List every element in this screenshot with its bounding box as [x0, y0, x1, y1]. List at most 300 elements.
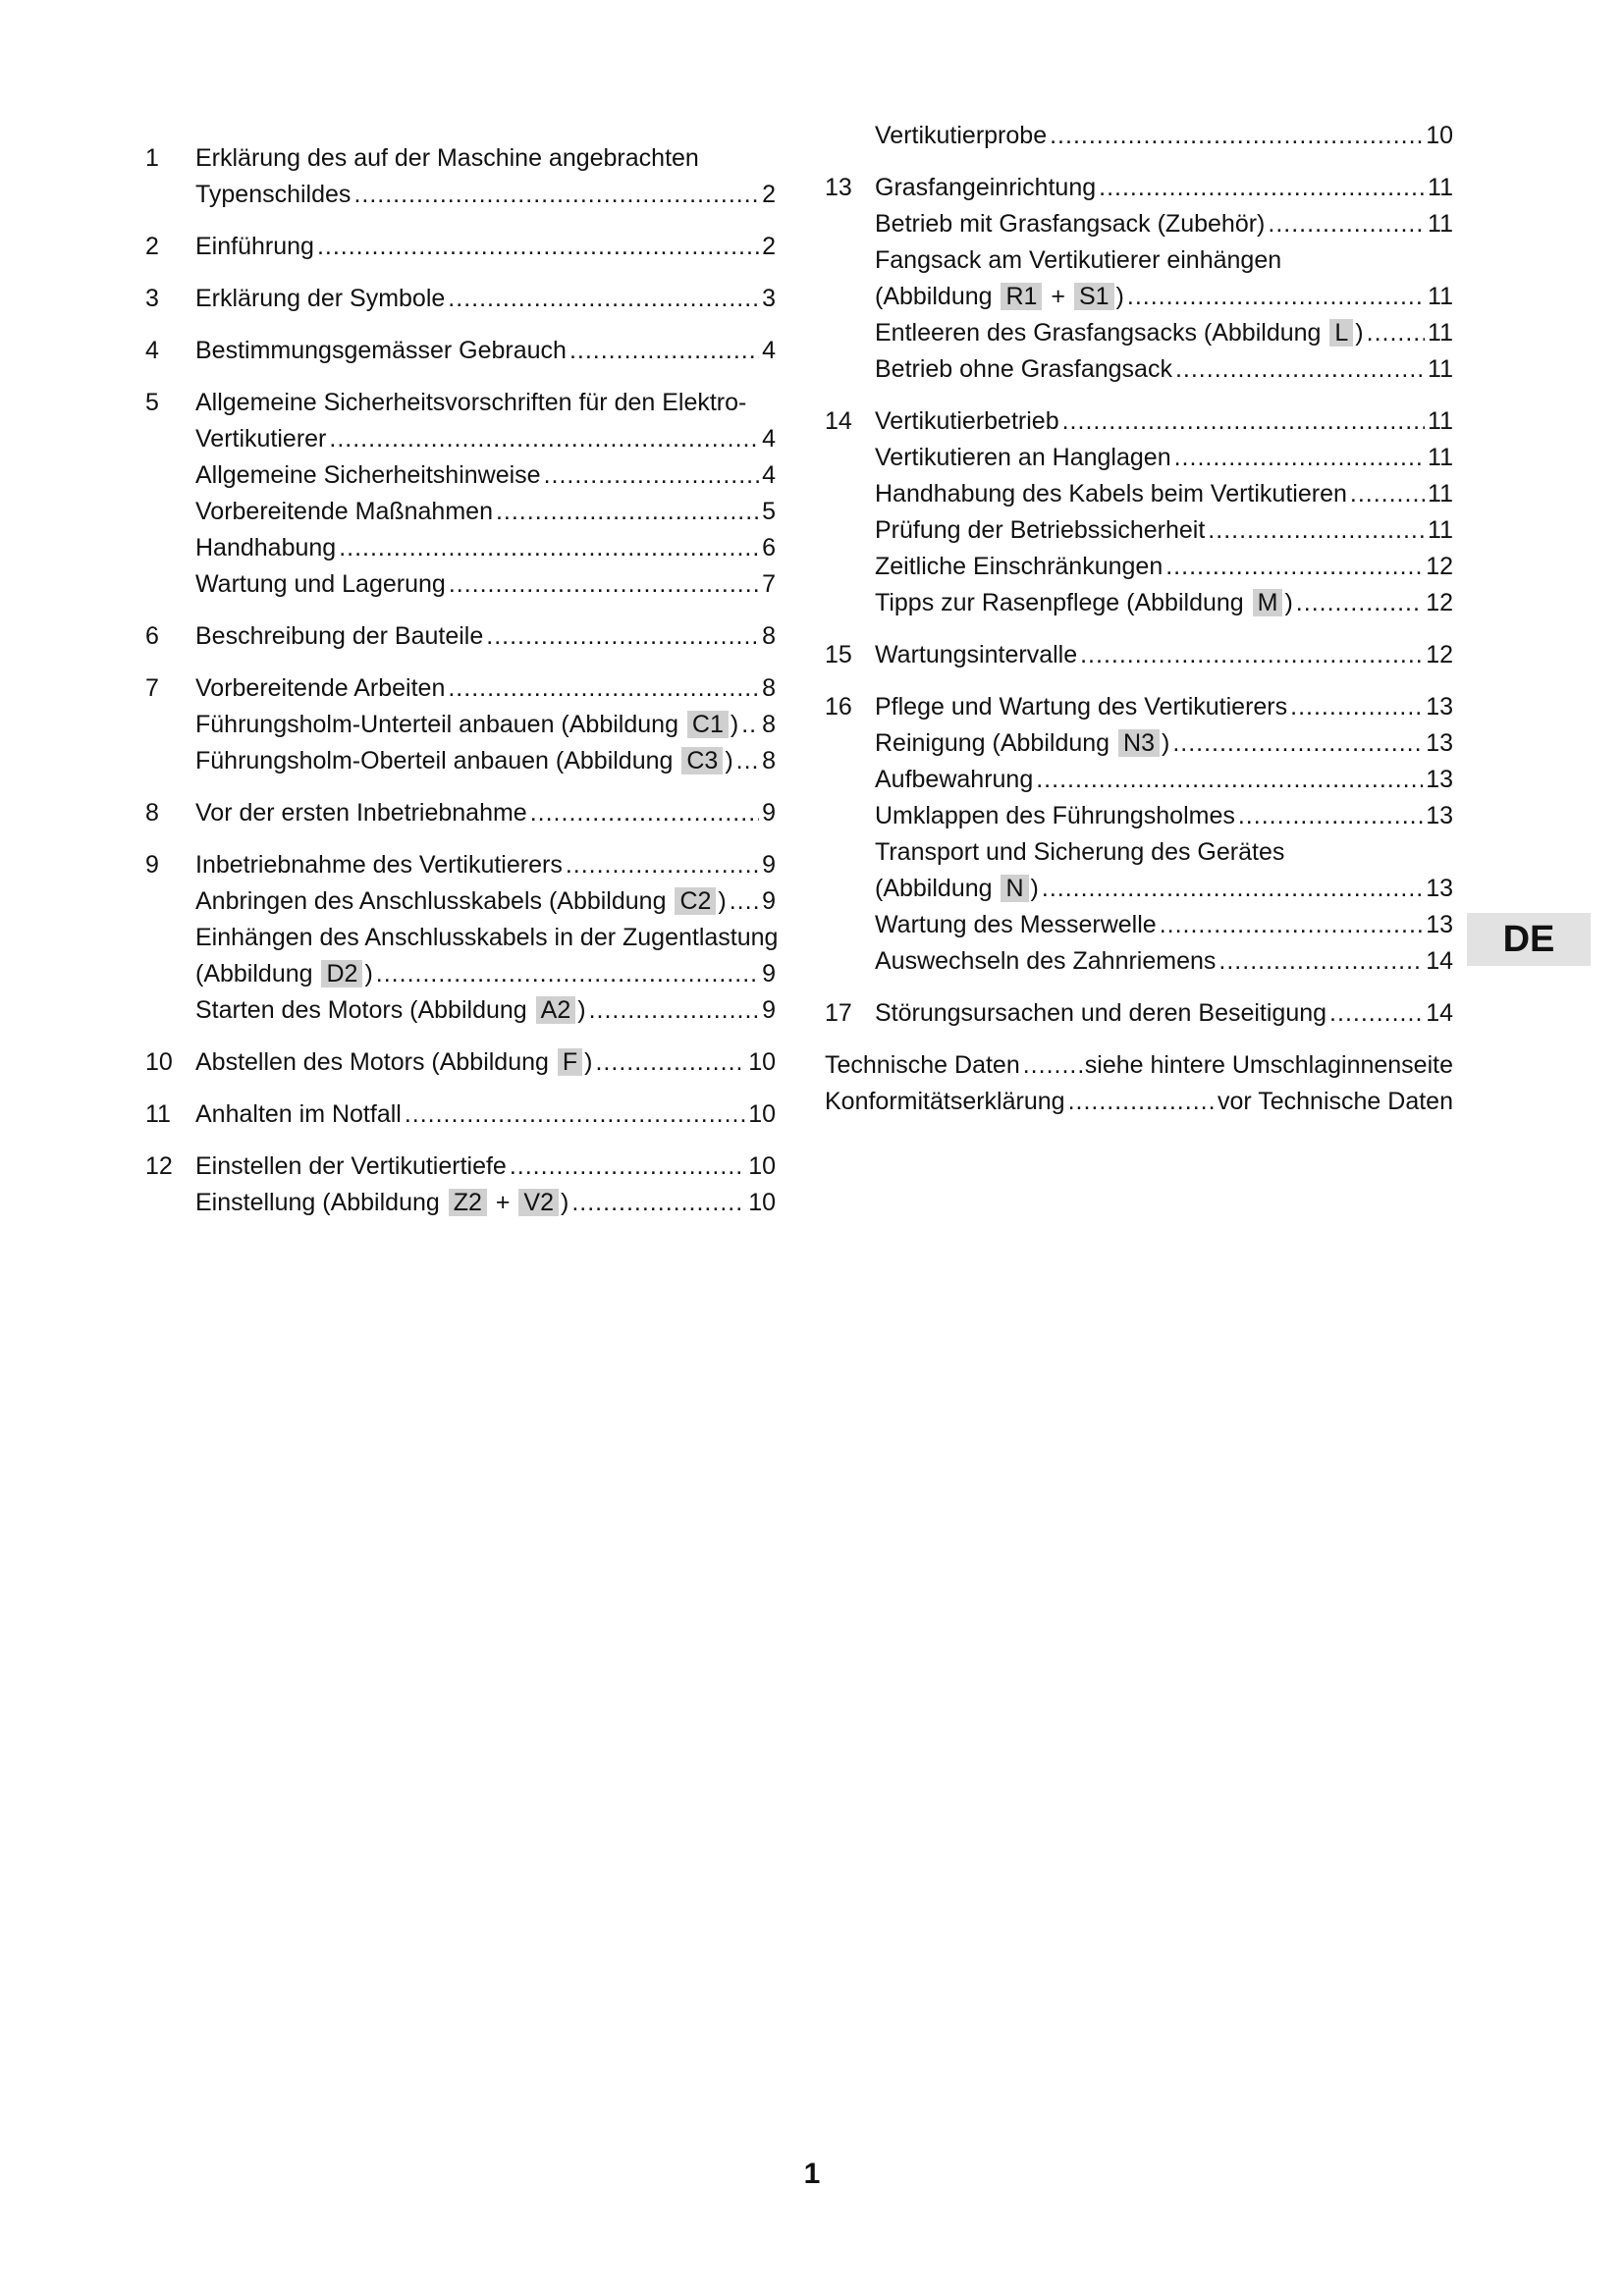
- toc-entry: [195, 177, 776, 213]
- toc-entry-title: [875, 637, 1077, 673]
- toc-section-body: [875, 637, 1453, 673]
- page-number: 1: [803, 2158, 821, 2190]
- toc-section-number: 1: [145, 144, 159, 172]
- toc-entry: [875, 549, 1453, 585]
- toc-section: [145, 385, 776, 603]
- figure-reference-tag: M: [1253, 589, 1283, 616]
- toc-entry-text: Wartung und Lagerung: [195, 570, 446, 598]
- toc-entry: [875, 834, 1453, 871]
- toc-entry: [195, 795, 776, 831]
- toc-section-body: [195, 229, 776, 265]
- toc-section-number: 10: [145, 1048, 173, 1076]
- toc-entry-text: Aufbewahrung: [875, 766, 1034, 793]
- toc-page-number: 6: [762, 534, 776, 561]
- toc-entry-title: [195, 530, 336, 566]
- toc-entry-title: [195, 281, 445, 317]
- leader-dots: [448, 670, 759, 707]
- toc-page-number: 11: [1428, 444, 1453, 471]
- toc-entry: [875, 689, 1453, 725]
- toc-entry-text: Erklärung des auf der Maschine angebrachten: [195, 144, 699, 172]
- toc-entry-title: [875, 725, 1169, 762]
- toc-entry-title: [875, 762, 1033, 798]
- toc-entry: [875, 279, 1453, 315]
- toc-page-number: 10: [1426, 122, 1453, 149]
- toc-entry-text: Typenschildes: [195, 181, 352, 208]
- toc-entry-text: Vorbereitende Arbeiten: [195, 674, 446, 702]
- toc-entry-title: [875, 440, 1171, 476]
- figure-reference-tag: N3: [1118, 729, 1160, 757]
- toc-entry-text: Betrieb ohne Grasfangsack: [875, 355, 1172, 383]
- toc-section: [825, 637, 1453, 673]
- section-gap: [145, 779, 776, 795]
- toc-entry: [875, 512, 1453, 549]
- toc-page-number: 11: [1428, 319, 1453, 347]
- leader-dots: [1160, 907, 1424, 943]
- toc-entry-title: [195, 1044, 592, 1081]
- toc-page-number: 12: [1426, 641, 1453, 668]
- toc-page-number: 10: [748, 1100, 776, 1128]
- toc-entry: [875, 315, 1453, 351]
- toc-entry-text: Vertikutierer: [195, 425, 327, 453]
- leader-dots: [1367, 315, 1425, 351]
- toc-page-number: 5: [762, 498, 776, 525]
- toc-page-number: 9: [762, 851, 776, 879]
- toc-entry-title: [875, 512, 1205, 549]
- figure-reference-tag: Z2: [449, 1189, 487, 1216]
- toc-page-number: 13: [1426, 802, 1453, 829]
- toc-entry-text: Fangsack am Vertikutierer einhängen: [875, 246, 1282, 274]
- toc-entry-title: [195, 847, 563, 883]
- leader-dots: [496, 494, 759, 530]
- toc-entry-title: [875, 206, 1265, 242]
- toc-entry-text: Entleeren des Grasfangsacks (Abbildung: [875, 319, 1328, 347]
- toc-page-number: 13: [1426, 875, 1453, 902]
- leader-dots: [1175, 351, 1425, 388]
- toc-section-body: [875, 403, 1453, 621]
- toc-right-entries: [825, 118, 1453, 1032]
- toc-entry-title: [195, 140, 699, 177]
- toc-page-number: 13: [1426, 911, 1453, 938]
- leader-dots: [339, 530, 759, 566]
- toc-page-number: 10: [748, 1189, 776, 1216]
- leader-dots: [569, 333, 759, 369]
- section-gap: [145, 1029, 776, 1044]
- toc-entry-title: [195, 421, 326, 457]
- footer-reference-technical-data: [825, 1047, 1453, 1084]
- toc-entry: [875, 637, 1453, 673]
- toc-entry-title: [875, 351, 1172, 388]
- toc-entry-title: [195, 670, 445, 707]
- leader-dots: [544, 457, 760, 494]
- toc-page-number: 14: [1426, 947, 1453, 975]
- toc-entry: [875, 403, 1453, 440]
- toc-section-body: [195, 1044, 776, 1081]
- toc-page-number: 2: [762, 181, 776, 208]
- toc-page-number: 11: [1428, 516, 1453, 544]
- toc-section: [145, 795, 776, 831]
- toc-section-number: 4: [145, 337, 159, 364]
- toc-section-body: [195, 795, 776, 831]
- toc-page-number: 11: [1428, 283, 1453, 310]
- leader-dots: [353, 177, 759, 213]
- toc-entry: [875, 907, 1453, 943]
- toc-section: [145, 618, 776, 655]
- toc-page-number: 8: [762, 674, 776, 702]
- toc-section: [825, 403, 1453, 621]
- toc-entry-text: Inbetriebnahme des Vertikutierers: [195, 851, 563, 879]
- toc-entry-title: [875, 871, 1039, 907]
- toc-entry: [875, 242, 1453, 279]
- toc-entry-title: (Abbildung R1 + S1 ): [875, 283, 1124, 310]
- leader-dots: [589, 992, 760, 1029]
- leader-dots: [1050, 118, 1423, 154]
- toc-page-number: 2: [762, 233, 776, 260]
- toc-section-number: 14: [825, 407, 852, 435]
- toc-entry-title: [195, 795, 527, 831]
- toc-section: [145, 1044, 776, 1081]
- toc-entry-text: Vertikutierprobe: [875, 122, 1048, 149]
- toc-entry-text: (Abbildung: [875, 875, 1000, 902]
- toc-entry-text: Einstellen der Vertikutiertiefe: [195, 1152, 507, 1180]
- toc-entry-text: Prüfung der Betriebssicherheit: [875, 516, 1206, 544]
- toc-entry-text: Führungsholm-Oberteil anbauen (Abbildung: [195, 747, 680, 774]
- toc-entry: [195, 494, 776, 530]
- toc-section-number: 12: [145, 1152, 173, 1180]
- toc-entry-text: Wartungsintervalle: [875, 641, 1078, 668]
- toc-page-number: 11: [1428, 210, 1453, 238]
- figure-reference-tag: C3: [681, 747, 723, 774]
- toc-entry-text: Zeitliche Einschränkungen: [875, 553, 1164, 580]
- toc-entry-title: [875, 549, 1163, 585]
- toc-entry-title: [195, 177, 351, 213]
- toc-entry-close: ): [1115, 283, 1124, 310]
- toc-entry: [195, 618, 776, 655]
- toc-entry-text: Pflege und Wartung des Vertikutierers: [875, 693, 1288, 721]
- toc-page-number: 9: [762, 887, 776, 915]
- toc-entry-text: Vorbereitende Maßnahmen: [195, 498, 493, 525]
- section-gap: [145, 213, 776, 229]
- leader-dots: [1023, 1047, 1082, 1084]
- leader-dots: [1062, 403, 1425, 440]
- toc-section-body: [195, 1096, 776, 1133]
- toc-page-number: 14: [1426, 999, 1453, 1027]
- figure-reference-tag: C1: [687, 711, 729, 738]
- toc-section-number: 16: [825, 693, 852, 721]
- toc-entry-title: [875, 907, 1157, 943]
- toc-entry-text: Bestimmungsgemässer Gebrauch: [195, 337, 567, 364]
- toc-entry: [875, 206, 1453, 242]
- toc-page-number: 11: [1428, 355, 1453, 383]
- leader-dots: [486, 618, 759, 655]
- toc-entry-text: Beschreibung der Bauteile: [195, 622, 484, 650]
- toc-entry: [195, 1185, 776, 1221]
- leader-dots: [448, 281, 759, 317]
- toc-page-number: 4: [762, 461, 776, 489]
- leader-dots: [1127, 279, 1425, 315]
- toc-entry-text: Vertikutierbetrieb: [875, 407, 1059, 435]
- toc-section-number: 8: [145, 799, 159, 827]
- toc-page-number: 12: [1426, 553, 1453, 580]
- footer-reference-conformity: [825, 1084, 1453, 1120]
- figure-reference-tag: F: [558, 1048, 582, 1076]
- section-gap: [825, 388, 1453, 403]
- toc-page-number: 8: [762, 711, 776, 738]
- toc-entry-close: ): [364, 960, 373, 988]
- leader-dots: [376, 956, 759, 992]
- toc-entry: [875, 762, 1453, 798]
- toc-entry-title: [195, 992, 586, 1029]
- toc-section-number: 9: [145, 851, 159, 879]
- section-gap: [145, 831, 776, 847]
- toc-section-number: 11: [145, 1100, 171, 1128]
- toc-section-body: [875, 995, 1453, 1032]
- toc-entry-text: Allgemeine Sicherheitsvorschriften für den Elektro-: [195, 389, 747, 416]
- toc-section-body: [195, 140, 776, 213]
- toc-section: [145, 847, 779, 1029]
- toc-entry: [195, 140, 776, 177]
- toc-entry: [195, 920, 779, 956]
- toc-entry-title: [195, 494, 493, 530]
- toc-section: [145, 281, 776, 317]
- toc-page-number: 13: [1426, 693, 1453, 721]
- toc-entry-title: [195, 618, 483, 655]
- leader-dots: [1290, 689, 1423, 725]
- toc-entry-text: Auswechseln des Zahnriemens: [875, 947, 1217, 975]
- leader-dots: [329, 421, 759, 457]
- toc-entry: [195, 743, 776, 779]
- toc-section-number: 17: [825, 999, 852, 1027]
- toc-page-number: 11: [1428, 174, 1453, 201]
- toc-entry-title: [195, 385, 746, 421]
- leader-dots: [1208, 512, 1425, 549]
- toc-entry-text: (Abbildung: [875, 283, 1000, 310]
- toc-entry-close: ): [1284, 589, 1293, 616]
- toc-footer-references: [825, 1047, 1453, 1120]
- toc-entry: [875, 118, 1453, 154]
- leader-dots: [449, 566, 759, 603]
- footer-reference-target: siehe hintere Umschlaginnenseite: [1084, 1051, 1453, 1079]
- toc-left-column: [145, 140, 779, 1221]
- toc-page-number: 13: [1426, 729, 1453, 757]
- footer-reference-target: vor Technische Daten: [1218, 1088, 1453, 1115]
- toc-section: [145, 670, 776, 779]
- toc-entry: [195, 281, 776, 317]
- toc-entry: [195, 385, 776, 421]
- leader-dots: [571, 1185, 745, 1221]
- toc-entry-text: Einführung: [195, 233, 314, 260]
- section-gap: [145, 317, 776, 333]
- section-gap: [825, 621, 1453, 637]
- toc-entry: [195, 530, 776, 566]
- toc-section-body: [195, 1148, 776, 1221]
- toc-section-number: 6: [145, 622, 159, 650]
- toc-entry-title: [875, 798, 1235, 834]
- toc-page-number: 9: [762, 960, 776, 988]
- figure-reference-tag: N: [1001, 875, 1028, 902]
- toc-entry-title: Einstellung (Abbildung Z2 + V2 ): [195, 1189, 569, 1216]
- toc-entry-text: Betrieb mit Grasfangsack (Zubehör): [875, 210, 1266, 238]
- toc-page-number: 11: [1428, 407, 1453, 435]
- toc-entry: [195, 566, 776, 603]
- toc-page-number: 4: [762, 337, 776, 364]
- toc-page-number: 10: [748, 1048, 776, 1076]
- figure-reference-tag: C2: [675, 887, 716, 915]
- toc-page-number: 11: [1428, 480, 1453, 507]
- toc-section-body: [195, 618, 776, 655]
- toc-section-number: 13: [825, 174, 852, 201]
- leader-dots: [1080, 637, 1423, 673]
- leader-dots: [530, 795, 759, 831]
- toc-page-number: 9: [762, 996, 776, 1024]
- toc-section-body: [195, 281, 776, 317]
- toc-section-number: 5: [145, 389, 159, 416]
- toc-page-number: 8: [762, 747, 776, 774]
- figure-reference-tag: S1: [1074, 283, 1114, 310]
- toc-entry-text: Handhabung: [195, 534, 337, 561]
- toc-entry-close: ): [725, 747, 733, 774]
- toc-entry-text: Reinigung (Abbildung: [875, 729, 1117, 757]
- toc-entry-text: Störungsursachen und deren Beseitigung: [875, 999, 1327, 1027]
- leader-dots: [741, 707, 759, 743]
- leader-dots: [1068, 1084, 1215, 1120]
- toc-section-body: [195, 847, 779, 1029]
- leader-dots: [317, 229, 759, 265]
- section-gap: [145, 603, 776, 618]
- toc-entry-title: [875, 689, 1287, 725]
- leader-dots: [1296, 585, 1423, 621]
- leader-dots: [1218, 943, 1423, 980]
- toc-entry-title: [195, 457, 541, 494]
- toc-section: [145, 1148, 776, 1221]
- toc-entry-close: ): [1355, 319, 1364, 347]
- toc-section: [825, 689, 1453, 980]
- toc-entry-text: Erklärung der Symbole: [195, 285, 446, 312]
- toc-entry-text: Handhabung des Kabels beim Vertikutieren: [875, 480, 1347, 507]
- toc-entry-text: Abstellen des Motors (Abbildung: [195, 1048, 556, 1076]
- leader-dots: [1042, 871, 1423, 907]
- toc-entry-close: ): [718, 887, 727, 915]
- toc-section: [825, 170, 1453, 388]
- toc-section-number: 2: [145, 233, 159, 260]
- toc-entry-title: [195, 333, 567, 369]
- toc-entry: [875, 170, 1453, 206]
- toc-section-body: [195, 670, 776, 779]
- toc-entry-close: ): [561, 1189, 569, 1216]
- section-gap: [145, 369, 776, 385]
- toc-section-number: 3: [145, 285, 159, 312]
- toc-entry-close: ): [730, 711, 739, 738]
- toc-entry-title: [195, 229, 314, 265]
- toc-entry-title: [875, 315, 1364, 351]
- toc-entry: [875, 476, 1453, 512]
- toc-entry: [195, 992, 776, 1029]
- toc-entry-text: (Abbildung: [195, 960, 320, 988]
- toc-entry-text: Transport und Sicherung des Gerätes: [875, 838, 1285, 866]
- toc-entry: [195, 956, 776, 992]
- toc-entry-title: [195, 707, 738, 743]
- toc-entry-title: [195, 883, 727, 920]
- toc-section: [145, 140, 776, 213]
- toc-entry: [195, 1148, 776, 1185]
- toc-section: [145, 333, 776, 369]
- toc-entry-title: [195, 920, 778, 956]
- leader-dots: [1099, 170, 1425, 206]
- toc-entry-text: Einhängen des Anschlusskabels in der Zugentlastung: [195, 924, 779, 951]
- toc-section-body: [195, 333, 776, 369]
- toc-entry: [195, 847, 776, 883]
- toc-entry: [195, 457, 776, 494]
- toc-entry-title: [875, 834, 1284, 871]
- toc-entry-text: Einstellung (Abbildung: [195, 1189, 447, 1216]
- toc-page-number: 12: [1426, 589, 1453, 616]
- section-gap: [825, 673, 1453, 689]
- toc-entry-text: Umklappen des Führungsholmes: [875, 802, 1235, 829]
- toc-entry-title: [875, 403, 1059, 440]
- toc-section: [145, 229, 776, 265]
- toc-entry-text: Vertikutieren an Hanglagen: [875, 444, 1171, 471]
- section-gap: [145, 655, 776, 670]
- toc-entry: [195, 1096, 776, 1133]
- leader-dots: [730, 883, 759, 920]
- leader-dots: [1172, 725, 1423, 762]
- section-gap: [825, 154, 1453, 170]
- toc-entry: [875, 995, 1453, 1032]
- toc-section: [145, 1096, 776, 1133]
- section-gap: [145, 1133, 776, 1148]
- toc-entry-text: Starten des Motors (Abbildung: [195, 996, 534, 1024]
- leader-dots: [1350, 476, 1425, 512]
- toc-entry: [875, 871, 1453, 907]
- toc-entry-title: [195, 1148, 507, 1185]
- toc-entry-text: Führungsholm-Unterteil anbauen (Abbildung: [195, 711, 685, 738]
- toc-entry-title: [875, 242, 1281, 279]
- toc-entry-title: [195, 743, 733, 779]
- section-gap: [145, 265, 776, 281]
- toc-entry-text: Anhalten im Notfall: [195, 1100, 402, 1128]
- toc-entry-text: Tipps zur Rasenpflege (Abbildung: [875, 589, 1251, 616]
- toc-page-number: 8: [762, 622, 776, 650]
- toc-entry-text: Anbringen des Anschlusskabels (Abbildung: [195, 887, 674, 915]
- toc-entry-text: Wartung des Messerwelle: [875, 911, 1157, 938]
- toc-section-body: [875, 118, 1453, 154]
- toc-entry-title: [195, 956, 373, 992]
- leader-dots: [1174, 440, 1425, 476]
- toc-entry-close: ): [584, 1048, 593, 1076]
- toc-entry: [195, 1044, 776, 1081]
- toc-entry-text: Allgemeine Sicherheitshinweise: [195, 461, 541, 489]
- figure-reference-tag: R1: [1001, 283, 1042, 310]
- toc-page-number: 4: [762, 425, 776, 453]
- leader-dots: [405, 1096, 745, 1133]
- leader-dots: [1268, 206, 1425, 242]
- figure-reference-tag: D2: [321, 960, 362, 988]
- toc-entry-close: ): [1030, 875, 1039, 902]
- toc-entry-close: ): [1161, 729, 1170, 757]
- toc-page-number: 13: [1426, 766, 1453, 793]
- toc-entry: [195, 229, 776, 265]
- figure-reference-tag: A2: [536, 996, 576, 1024]
- leader-dots: [595, 1044, 745, 1081]
- leader-dots: [510, 1148, 745, 1185]
- toc-entry: [875, 943, 1453, 980]
- leader-dots: [1036, 762, 1423, 798]
- toc-entry: [875, 725, 1453, 762]
- toc-entry-title: [195, 566, 446, 603]
- footer-reference-title: Konformitätserklärung: [825, 1088, 1065, 1115]
- toc-entry-title: [195, 1096, 402, 1133]
- figure-reference-tag: L: [1329, 319, 1353, 347]
- toc-page-number: 3: [762, 285, 776, 312]
